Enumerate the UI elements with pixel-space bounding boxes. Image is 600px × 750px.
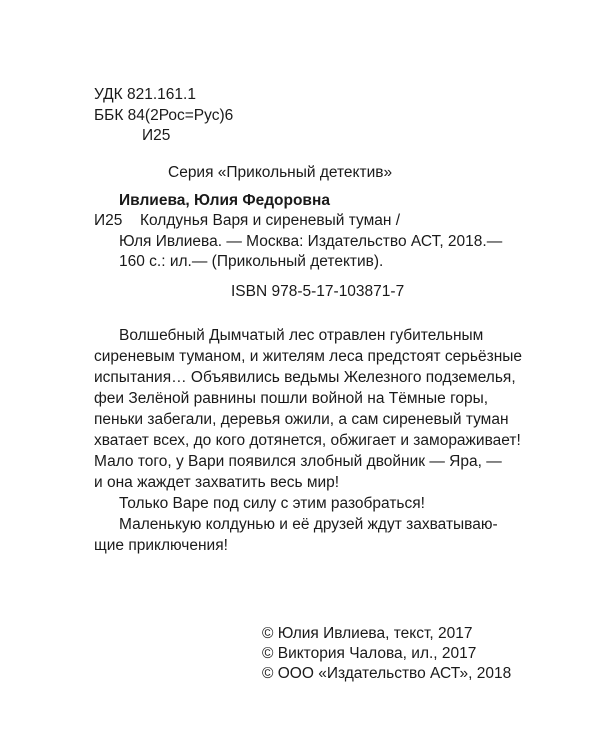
annotation-line: феи Зелёной равнины пошли войной на Тёмные горы, <box>94 390 489 407</box>
udk-code: УДК 821.161.1 <box>94 86 196 103</box>
copyright-line: © Юлия Ивлиева, текст, 2017 <box>262 625 473 642</box>
catalog-pages-line: 160 с.: ил.— (Прикольный детектив). <box>119 253 384 270</box>
catalog-author: Ивлиева, Юлия Федоровна <box>119 192 330 209</box>
annotation-line: и она жаждет захватить весь мир! <box>94 474 340 491</box>
annotation-line: испытания… Объявились ведьмы Железного подземелья, <box>94 369 516 386</box>
catalog-title-line: Колдунья Варя и сиреневый туман / <box>140 212 401 229</box>
series-title: Серия «Прикольный детектив» <box>168 164 393 181</box>
catalog-mark: И25 <box>94 212 123 229</box>
copyright-line: © Виктория Чалова, ил., 2017 <box>262 645 477 662</box>
annotation-line: сиреневым туманом, и жителям леса предстоят серьёзные <box>94 348 523 365</box>
annotation-line: Только Варе под силу с этим разобраться! <box>119 495 425 512</box>
catalog-publisher-line: Юля Ивлиева. — Москва: Издательство АСТ, 2018.— <box>119 233 503 250</box>
annotation-line: Маленькую колдунью и её друзей ждут захватываю- <box>119 516 498 533</box>
annotation-line: Мало того, у Вари появился злобный двойник — Яра, — <box>94 453 502 470</box>
bbk-code: ББК 84(2Рос=Рус)6 <box>94 107 234 124</box>
annotation-line: хватает всех, до кого дотянется, обжигает и замораживает! <box>94 432 521 449</box>
author-mark: И25 <box>142 127 171 144</box>
annotation-line: щие приключения! <box>94 537 228 554</box>
annotation-line: Волшебный Дымчатый лес отравлен губительным <box>119 327 484 344</box>
annotation-line: пеньки забегали, деревья ожили, а сам сиреневый туман <box>94 411 509 428</box>
isbn: ISBN 978-5-17-103871-7 <box>231 283 405 300</box>
copyright-line: © ООО «Издательство АСТ», 2018 <box>262 665 512 682</box>
